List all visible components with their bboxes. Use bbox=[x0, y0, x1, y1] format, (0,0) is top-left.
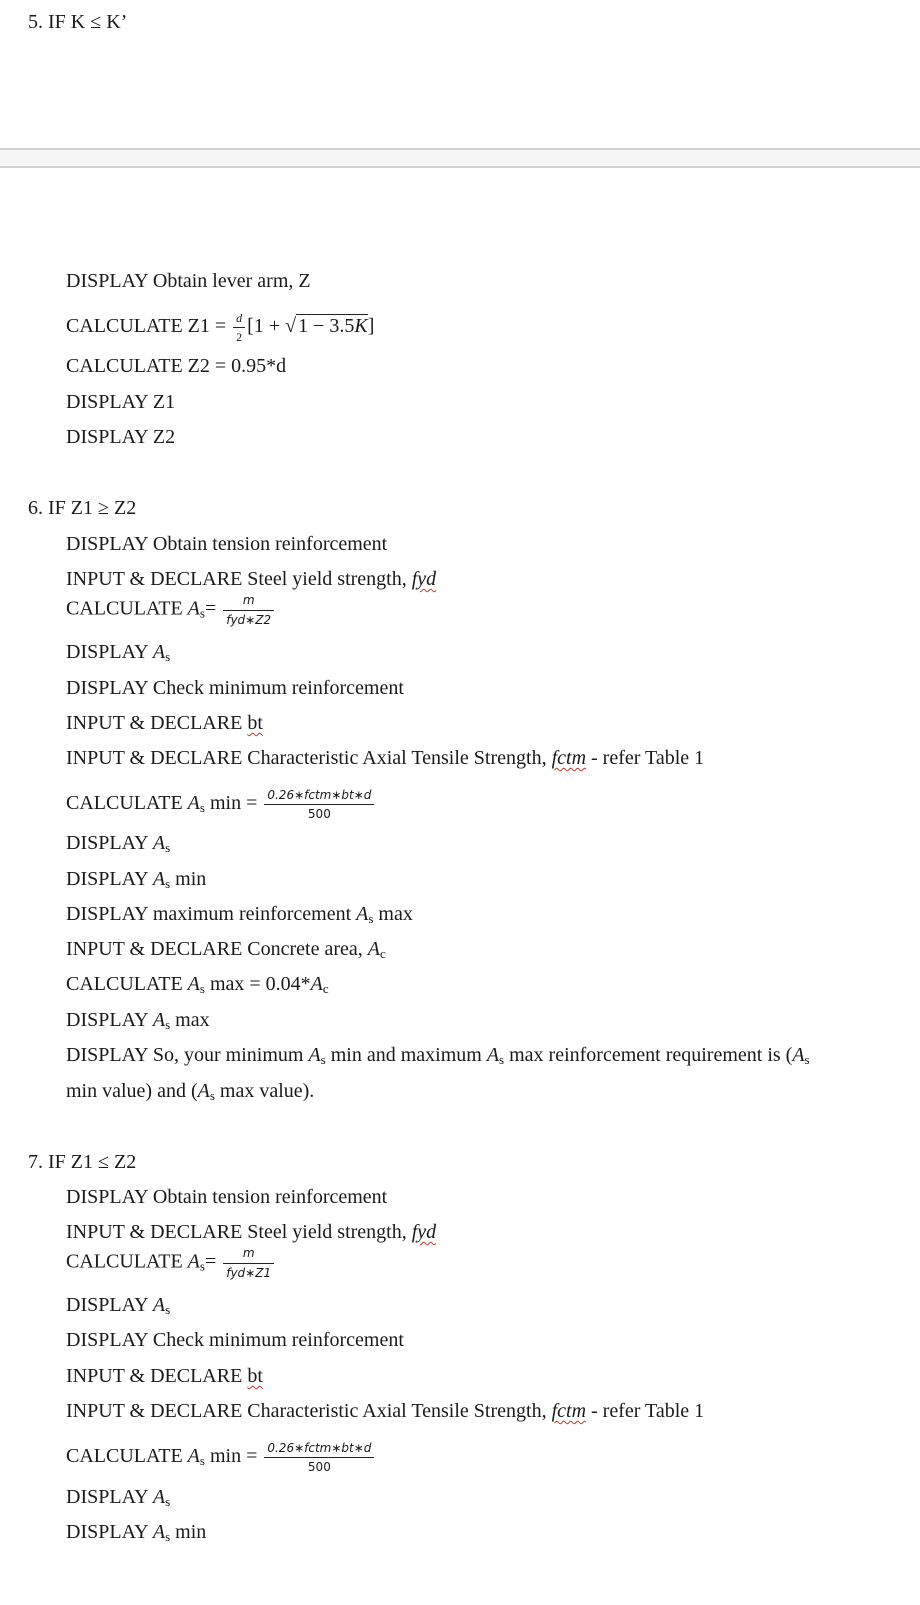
s5-line-z2: CALCULATE Z2 = 0.95*d bbox=[66, 355, 287, 377]
s6-line-1: DISPLAY Obtain tension reinforcement bbox=[66, 533, 388, 555]
s6-asmin-numerator: 0.26∗fctm∗bt∗d bbox=[264, 789, 374, 805]
s7-as-denominator: fyd∗Z1 bbox=[226, 1266, 272, 1280]
z1-fraction bbox=[233, 312, 245, 343]
z1-open: [1 + √ bbox=[247, 315, 297, 338]
s5-line-lever-arm: DISPLAY Obtain lever arm, Z bbox=[66, 270, 311, 292]
s6-line-9: DISPLAY $A_s$ bbox=[66, 832, 171, 855]
section-7-heading: 7. IF Z1 ≤ Z2 bbox=[28, 1151, 137, 1173]
s7-line-10: DISPLAY $A_s$ min bbox=[66, 1521, 207, 1544]
fctm-symbol: fctm bbox=[551, 1400, 587, 1422]
s7-line-9: DISPLAY $A_s$ bbox=[66, 1486, 171, 1509]
s7-asmin-numerator: 0.26∗fctm∗bt∗d bbox=[264, 1442, 374, 1458]
z1-radicand: 1 − 3.5K bbox=[298, 315, 368, 338]
s7-line-1: DISPLAY Obtain tension reinforcement bbox=[66, 1186, 388, 1208]
s7-line-8-asmin-formula: CALCULATE $A_s$ min = $\frac{\text{0.26∗fctm∗bt∗d}}{500}$ bbox=[66, 1442, 376, 1473]
page-separator bbox=[0, 148, 920, 168]
z1-numerator: d bbox=[233, 312, 245, 328]
s6-as-fraction bbox=[223, 594, 274, 626]
s7-line-5: DISPLAY Check minimum reinforcement bbox=[66, 1329, 404, 1351]
fyd-symbol: fyd bbox=[411, 568, 437, 590]
s6-as-denominator: fyd∗Z2 bbox=[226, 613, 272, 627]
s6-asmin-denominator: 500 bbox=[307, 807, 331, 821]
s6-line-14: DISPLAY $A_s$ max bbox=[66, 1009, 210, 1032]
s7-as-fraction bbox=[223, 1247, 274, 1279]
s6-line-6: INPUT & DECLARE bt bbox=[66, 712, 263, 734]
s6-line-12: INPUT & DECLARE Concrete area, $A_c$ bbox=[66, 938, 386, 961]
s7-asmin-denominator: 500 bbox=[307, 1460, 331, 1474]
s7-line-4: DISPLAY $A_s$ bbox=[66, 1294, 171, 1317]
s5-line-display-z2: DISPLAY Z2 bbox=[66, 426, 176, 448]
s6-line-2: INPUT & DECLARE Steel yield strength, fyd bbox=[66, 568, 437, 590]
s6-asmin-fraction bbox=[264, 789, 374, 820]
z1-prefix: CALCULATE Z1 = bbox=[66, 315, 227, 338]
s6-line-3-as-formula: CALCULATE $A_s=$ $\frac{m}{\text{fyd∗Z2}}$ bbox=[66, 594, 276, 626]
s6-line-8-asmin-formula: CALCULATE $A_s$ min = $\frac{\text{0.26∗fctm∗bt∗d}}{500}$ bbox=[66, 789, 376, 820]
s5-line-z1-formula bbox=[66, 312, 374, 343]
s5-line-display-z1: DISPLAY Z1 bbox=[66, 391, 176, 413]
s7-line-2: INPUT & DECLARE Steel yield strength, fyd bbox=[66, 1221, 437, 1243]
s7-line-7: INPUT & DECLARE Characteristic Axial Tensile Strength, fctm - refer Table 1 bbox=[66, 1400, 705, 1422]
s7-as-numerator: m bbox=[223, 1247, 274, 1264]
fyd-symbol: fyd bbox=[411, 1221, 437, 1243]
s6-line-13: CALCULATE $A_s$ $\max = 0.04*A_c$ bbox=[66, 973, 329, 996]
s6-line-16: min value) and ($A_s$ max value). bbox=[66, 1080, 315, 1103]
s7-line-3-as-formula: CALCULATE $A_s=$ $\frac{m}{\text{fyd∗Z1}}$ bbox=[66, 1247, 276, 1279]
s6-line-11: DISPLAY maximum reinforcement $A_s$ max bbox=[66, 903, 413, 926]
s6-line-15: DISPLAY So, your minimum $A_s$ min and maximum $A_s$ max reinforcement requirement is ($A_s$ bbox=[66, 1044, 810, 1067]
bt-symbol: bt bbox=[247, 1365, 263, 1387]
s6-line-7: INPUT & DECLARE Characteristic Axial Tensile Strength, fctm - refer Table 1 bbox=[66, 747, 705, 769]
s6-line-5: DISPLAY Check minimum reinforcement bbox=[66, 677, 404, 699]
s7-line-6: INPUT & DECLARE bt bbox=[66, 1365, 263, 1387]
section-6-heading: 6. IF Z1 ≥ Z2 bbox=[28, 497, 137, 519]
s7-asmin-fraction bbox=[264, 1442, 374, 1473]
s6-as-numerator: m bbox=[223, 594, 274, 611]
s6-line-10: DISPLAY $A_s$ min bbox=[66, 868, 207, 891]
z1-close: ] bbox=[367, 315, 375, 338]
fctm-symbol: fctm bbox=[551, 747, 587, 769]
section-5-heading: 5. IF K ≤ K’ bbox=[28, 11, 128, 33]
bt-symbol: bt bbox=[247, 712, 263, 734]
s6-line-4: DISPLAY $A_s$ bbox=[66, 641, 171, 664]
z1-denominator: 2 bbox=[236, 330, 243, 344]
